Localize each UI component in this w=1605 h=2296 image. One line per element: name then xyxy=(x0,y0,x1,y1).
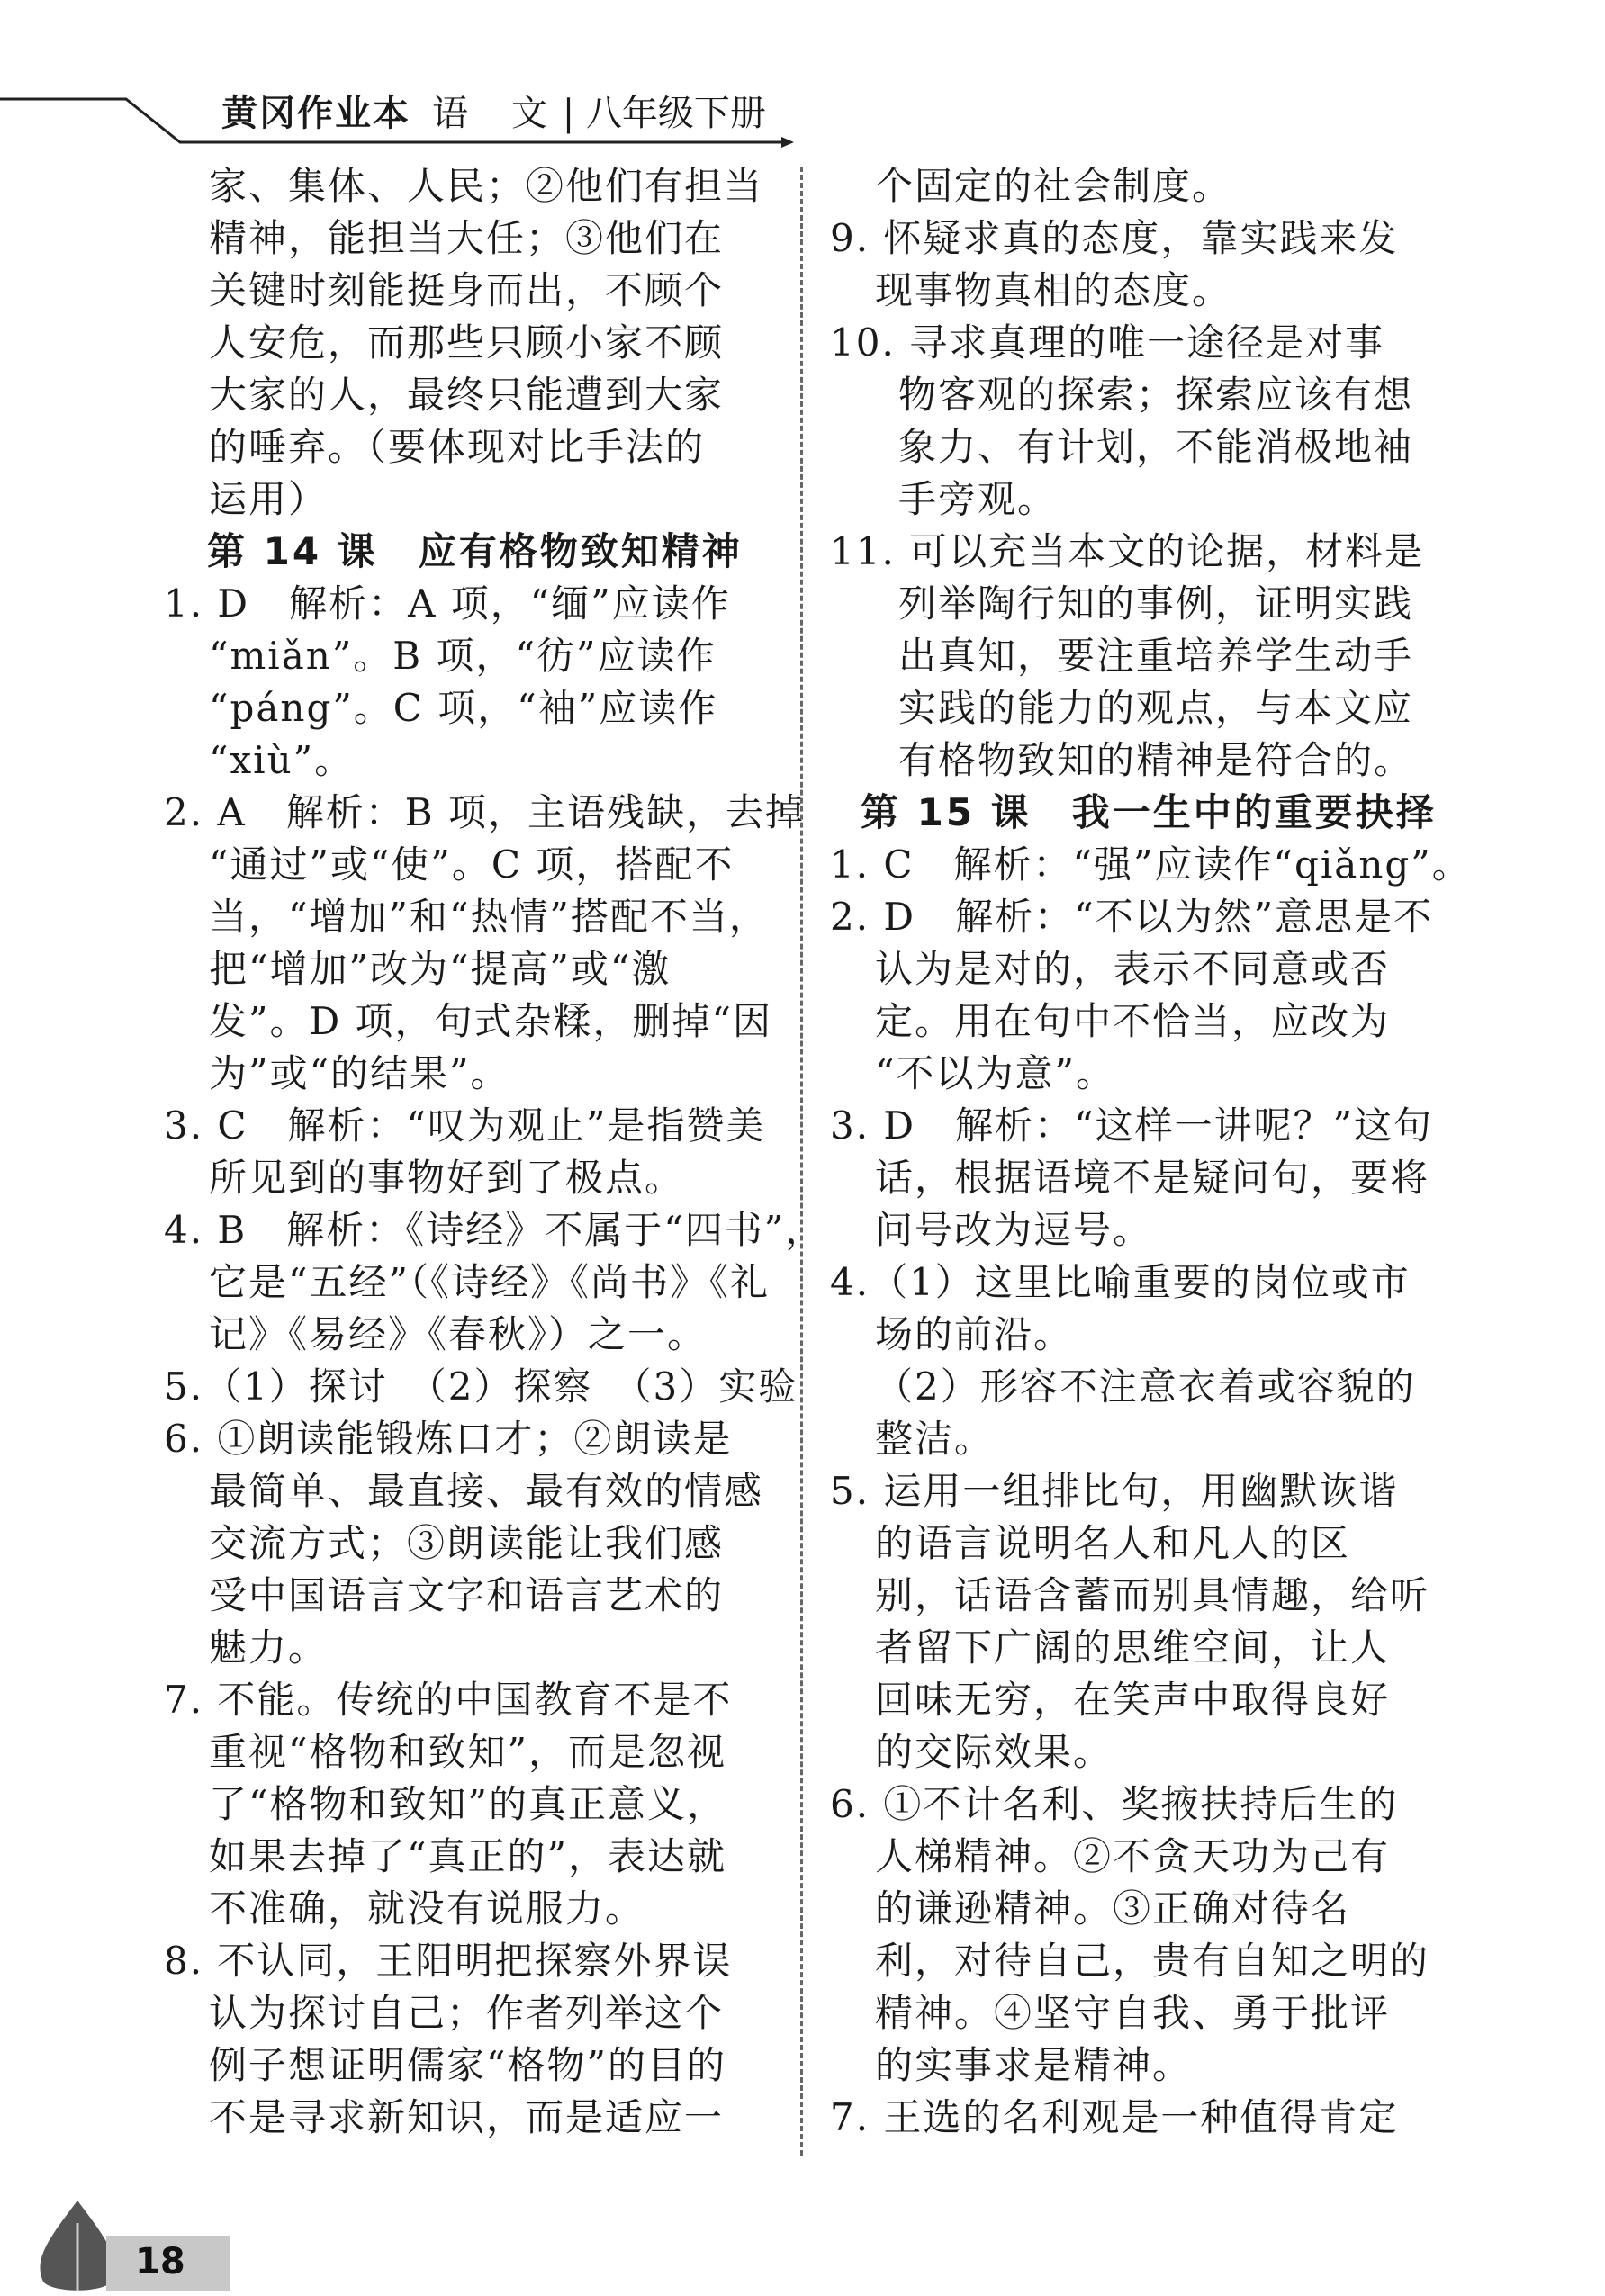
left-column xyxy=(164,160,825,2144)
text-line: 5.（1）探讨 （2）探察 （3）实验 xyxy=(164,1364,798,1409)
lesson-heading: 第 15 课 我一生中的重要抉择 xyxy=(861,790,1437,834)
text-line: 认为探讨自己；作者列举这个 xyxy=(209,1991,725,2035)
text-line: “miǎn”。B 项，“彷”应读作 xyxy=(209,634,717,678)
text-line: 7. 不能。传统的中国教育不是不 xyxy=(164,1678,733,1722)
text-line: 3. C 解析：“叹为观止”是指赞美 xyxy=(164,1103,766,1148)
text-line: 列举陶行知的事例，证明实践 xyxy=(898,581,1414,626)
text-line: 不是寻求新知识，而是适应一 xyxy=(209,2095,725,2139)
text-line: 话，根据语境不是疑问句，要将 xyxy=(875,1156,1430,1200)
text-line: 象力、有计划，不能消极地袖 xyxy=(898,425,1414,469)
page-footer xyxy=(0,2196,234,2296)
text-line: 实践的能力的观点，与本文应 xyxy=(898,686,1414,730)
text-line: “不以为意”。 xyxy=(875,1051,1115,1095)
text-line: 者留下广阔的思维空间，让人 xyxy=(875,1625,1391,1670)
text-line: 为”或“的结果”。 xyxy=(209,1051,510,1095)
text-line: 6. ①不计名利、奖掖扶持后生的 xyxy=(830,1782,1399,1826)
text-line: 关键时刻能挺身而出，不顾个 xyxy=(209,268,725,312)
header-separator: | xyxy=(562,93,575,134)
text-line: 大家的人，最终只能遭到大家 xyxy=(209,373,725,417)
text-line: 6. ①朗读能锻炼口才；②朗读是 xyxy=(164,1417,733,1461)
text-line: 2. A 解析：B 项，主语残缺，去掉 xyxy=(164,790,805,834)
text-line: 1. D 解析：A 项，“缅”应读作 xyxy=(164,581,731,626)
text-line: 手旁观。 xyxy=(898,477,1058,521)
text-line: 4. B 解析：《诗经》不属于“四书”， xyxy=(164,1208,825,1252)
text-line: 人安危，而那些只顾小家不顾 xyxy=(209,320,725,365)
text-line: 交流方式；③朗读能让我们感 xyxy=(209,1521,725,1565)
text-line: 10. 寻求真理的唯一途径是对事 xyxy=(830,320,1385,365)
header-title xyxy=(221,85,766,136)
right-column xyxy=(830,160,1472,2144)
text-line: 人梯精神。②不贪天功为己有 xyxy=(875,1834,1391,1878)
text-line: 它是“五经”（《诗经》《尚书》《礼 xyxy=(209,1260,770,1304)
text-line: 别，话语含蓄而别具情趣，给听 xyxy=(875,1573,1430,1617)
text-line: 5. 运用一组排比句，用幽默诙谐 xyxy=(830,1469,1399,1513)
text-line: 4.（1）这里比喻重要的岗位或市 xyxy=(830,1260,1411,1304)
text-line: “xiù”。 xyxy=(209,738,355,782)
text-line: 2. D 解析：“不以为然”意思是不 xyxy=(830,895,1434,939)
text-line: 的唾弃。（要体现对比手法的 xyxy=(209,425,706,469)
text-line: 物客观的探索；探索应该有想 xyxy=(898,373,1414,417)
text-line: 3. D 解析：“这样一讲呢？”这句 xyxy=(830,1103,1434,1148)
lesson-heading: 第 14 课 应有格物致知精神 xyxy=(207,529,743,573)
text-line: 的谦逊精神。③正确对待名 xyxy=(875,1886,1351,1931)
text-line: 回味无穷，在笑声中取得良好 xyxy=(875,1678,1391,1722)
text-line: 重视“格物和致知”，而是忽视 xyxy=(209,1730,726,1774)
text-line: 11. 可以充当本文的论据，材料是 xyxy=(830,529,1425,573)
text-line: 把“增加”改为“提高”或“激 xyxy=(209,947,672,991)
text-line: 出真知，要注重培养学生动手 xyxy=(898,634,1414,678)
text-line: 8. 不认同，王阳明把探察外界误 xyxy=(164,1939,733,1983)
text-line: 魅力。 xyxy=(209,1625,329,1670)
text-line: 受中国语言文字和语言艺术的 xyxy=(209,1573,725,1617)
subject-label: 语 文 xyxy=(432,93,551,134)
text-line: 如果去掉了“真正的”，表达就 xyxy=(209,1834,726,1878)
text-line: 利，对待自己，贵有自知之明的 xyxy=(875,1939,1430,1983)
text-line: 1. C 解析：“强”应读作“qiǎng”。 xyxy=(830,842,1472,887)
text-line: 整洁。 xyxy=(875,1417,995,1461)
text-line: 家、集体、人民；②他们有担当 xyxy=(209,164,764,208)
text-line: 问号改为逗号。 xyxy=(875,1208,1153,1252)
text-line: 当，“增加”和“热情”搭配不当， xyxy=(209,895,769,939)
text-line: （2）形容不注意衣着或容貌的 xyxy=(875,1364,1416,1409)
text-line: 7. 王选的名利观是一种值得肯定 xyxy=(830,2095,1399,2139)
text-line: 的语言说明名人和凡人的区 xyxy=(875,1521,1351,1565)
text-line: 记》《易经》《春秋》）之一。 xyxy=(209,1312,708,1356)
text-line: 所见到的事物好到了极点。 xyxy=(209,1156,685,1200)
text-line: 发”。D 项，句式杂糅，删掉“因 xyxy=(209,999,772,1043)
book-series: 黄冈作业本 xyxy=(221,93,410,134)
text-line: 认为是对的，表示不同意或否 xyxy=(875,947,1391,991)
page-number: 18 xyxy=(135,2241,185,2282)
text-line: 最简单、最直接、最有效的情感 xyxy=(209,1469,764,1513)
text-line: 现事物真相的态度。 xyxy=(875,268,1232,312)
text-line: 精神。④坚守自我、勇于批评 xyxy=(875,1991,1391,2035)
grade-label: 八年级下册 xyxy=(585,93,766,134)
text-line: 运用） xyxy=(209,477,329,521)
text-line: 9. 怀疑求真的态度，靠实践来发 xyxy=(830,216,1399,260)
text-line: 例子想证明儒家“格物”的目的 xyxy=(209,2043,726,2087)
text-line: 不准确，就没有说服力。 xyxy=(209,1886,645,1931)
text-line: 的实事求是精神。 xyxy=(875,2043,1193,2087)
text-line: 精神，能担当大任；③他们在 xyxy=(209,216,725,260)
text-line: 了“格物和致知”的真正意义， xyxy=(209,1782,726,1826)
text-line: “通过”或“使”。C 项，搭配不 xyxy=(209,842,735,887)
page-header xyxy=(0,0,810,153)
text-line: 定。用在句中不恰当，应改为 xyxy=(875,999,1391,1043)
text-line: 的交际效果。 xyxy=(875,1730,1114,1774)
text-line: 有格物致知的精神是符合的。 xyxy=(898,738,1414,782)
column-divider xyxy=(800,167,803,2156)
text-line: 个固定的社会制度。 xyxy=(875,164,1232,208)
text-line: “páng”。C 项，“袖”应读作 xyxy=(209,686,718,730)
text-line: 场的前沿。 xyxy=(875,1312,1074,1356)
